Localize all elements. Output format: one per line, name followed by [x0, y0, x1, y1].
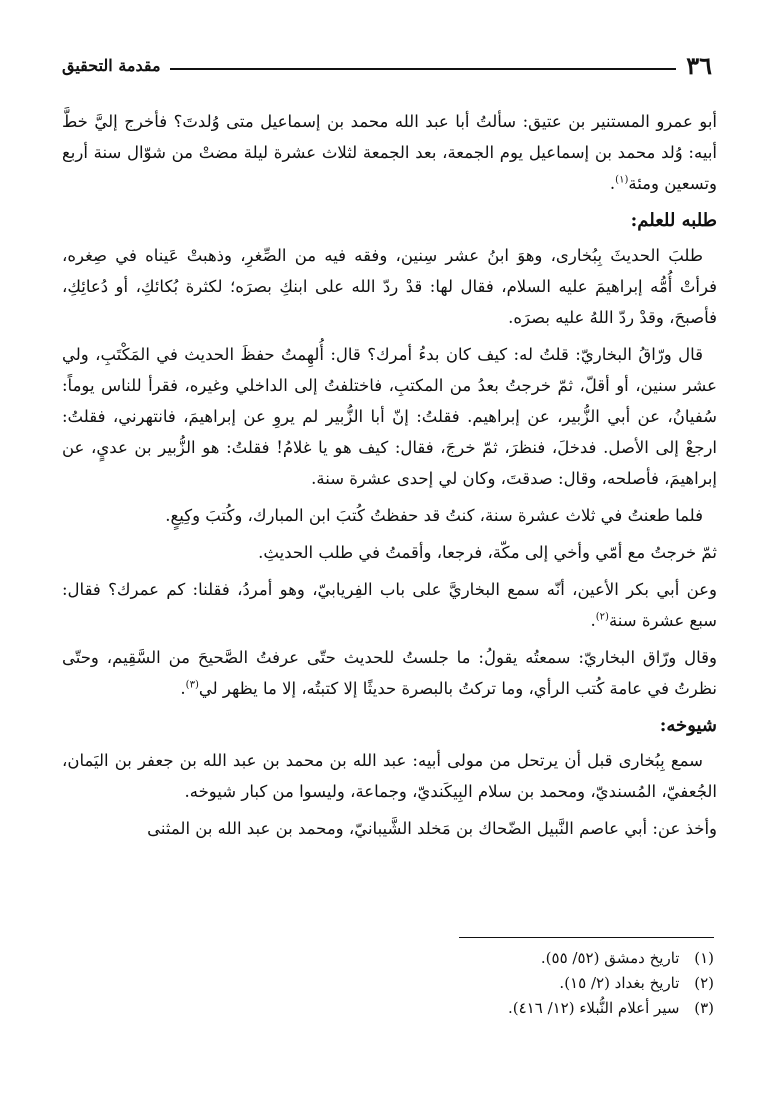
header-rule — [170, 68, 676, 70]
paragraph-memorization: فلما طعنتُ في ثلاث عشرة سنة، كنتُ قد حفظتُ كُتبَ ابن المبارك، وكُتبَ وكِيعٍ. — [165, 506, 703, 525]
footnote-ref-2[interactable]: (٢) — [595, 611, 609, 623]
paragraph-childhood: طلبَ الحديثَ بِبُخارى، وهوَ ابنُ عشر سِنين، وفقه فيه من الصِّغرِ، وذهبتْ عَيناه في صِغره، فرأتْ أُمُّه إبراهيمَ عليه السلام، فقال لها: قدْ ردّ الله على ابنكِ بصرَه؛ لكثرة بُكائكِ، أو دُعائِكِ، فأصبحَ، وقدْ ردّ اللهُ عليه بصرَه. — [62, 246, 717, 327]
paragraph-study: وقال ورّاق البخاريّ: سمعتُه يقولُ: ما جلستُ للحديث حتّى عرفتُ الصَّحيحَ من السَّقِيم، وحتّى نظرتُ في عامة كُتب الرأي، وما تركتُ بالبصرة حديثًا إلا كتبتُه، إلا ما يظهر لي$^{(٣)}$. — [62, 648, 717, 698]
paragraph-teachers-others: وأخذ عن: أبي عاصم النَّبيل الضّحاك بن مَخلد الشَّيبانيّ، ومحمد بن عبد الله بن المثنى — [147, 819, 717, 838]
footnote-number: (١) — [694, 949, 714, 967]
footnote-ref-1[interactable]: (١) — [615, 174, 629, 186]
footnote-ref-3[interactable]: (٣) — [185, 679, 199, 691]
page-header — [62, 52, 712, 82]
footnote-number: (٢) — [694, 974, 714, 992]
paragraph-age: وعن أبي بكر الأعين، أنّه سمع البخاريَّ على باب الفِريابيّ، وهو أمردُ، فقلنا: كم عمرك؟ فقال: سبع عشرة سنة$^{(٢)}$. — [62, 580, 717, 630]
paragraph-birth: أبو عمرو المستنير بن عتيق: سألتُ أبا عبد الله محمد بن إسماعيل متى وُلدتَ؟ فأخرج إليَّ خطَّ أبيه: وُلد محمد بن إسماعيل يوم الجمعة، بعد الجمعة لثلاث عشرة ليلة مضتْ من شوّال سنة أربع وتسعين ومئة$^{(١)}$. — [62, 112, 717, 193]
footnote-text: تاريخ دمشق (٥٢/ ٥٥). — [540, 949, 680, 967]
section-heading-seeking-knowledge: طلبه للعلم: — [630, 210, 717, 231]
footnotes — [59, 946, 714, 1021]
footnote-number: (٣) — [694, 999, 714, 1017]
page-number: ٣٦ — [686, 51, 712, 80]
footnote-text: سير أعلام النُّبلاء (١٢/ ٤١٦). — [508, 999, 680, 1017]
footnote-2 — [59, 971, 714, 996]
footnote-3 — [59, 996, 714, 1021]
paragraph-teachers-bukhara: سمع بِبُخارى قبل أن يرتحل من مولى أبيه: عبد الله بن محمد بن عبد الله بن جعفر بن اليَمان، الجُعفيّ، المُسنديّ، ومحمد بن سلام البِيكَنديّ، وجماعة، وليسوا من كبار شيوخه. — [62, 751, 717, 801]
main-text — [62, 106, 717, 850]
section-heading-teachers: شيوخه: — [659, 715, 717, 736]
footnote-1 — [59, 946, 714, 971]
footnote-divider — [459, 937, 714, 938]
running-title: مقدمة التحقيق — [62, 56, 161, 75]
paragraph-beginning: قال ورّاقُ البخاريّ: قلتُ له: كيف كان بدءُ أمرك؟ قال: أُلهِمتُ حفظَ الحديث في المَكْتَبِ، ولي عشر سنين، أو أقلّ، ثمّ خرجتُ بعدُ من المكتبِ، فاختلفتُ إلى الداخلي وغيره، فقرأ للناس يوماً: سُفيانُ، عن أبي الزُّبير، عن إبراهيم. فقلتُ: إنّ أبا الزُّبير لم يروِ عن إبراهيمَ، فانتهرني، فقلتُ: ارجعْ إلى الأصل. فدخلَ، فنظرَ، ثمّ خرجَ، فقال: كيف هو يا غلامُ! فقلتُ: هو الزُّبير بن عديٍ، عن إبراهيمَ، فأصلحه، وقال: صدقتَ، وكان لي إحدى عشرة سنة. — [62, 345, 717, 488]
paragraph-travel: ثمّ خرجتُ مع أمّي وأخي إلى مكّة، فرجعا، وأقمتُ في طلب الحديثِ. — [258, 543, 717, 562]
footnote-text: تاريخ بغداد (٢/ ١٥). — [559, 974, 680, 992]
